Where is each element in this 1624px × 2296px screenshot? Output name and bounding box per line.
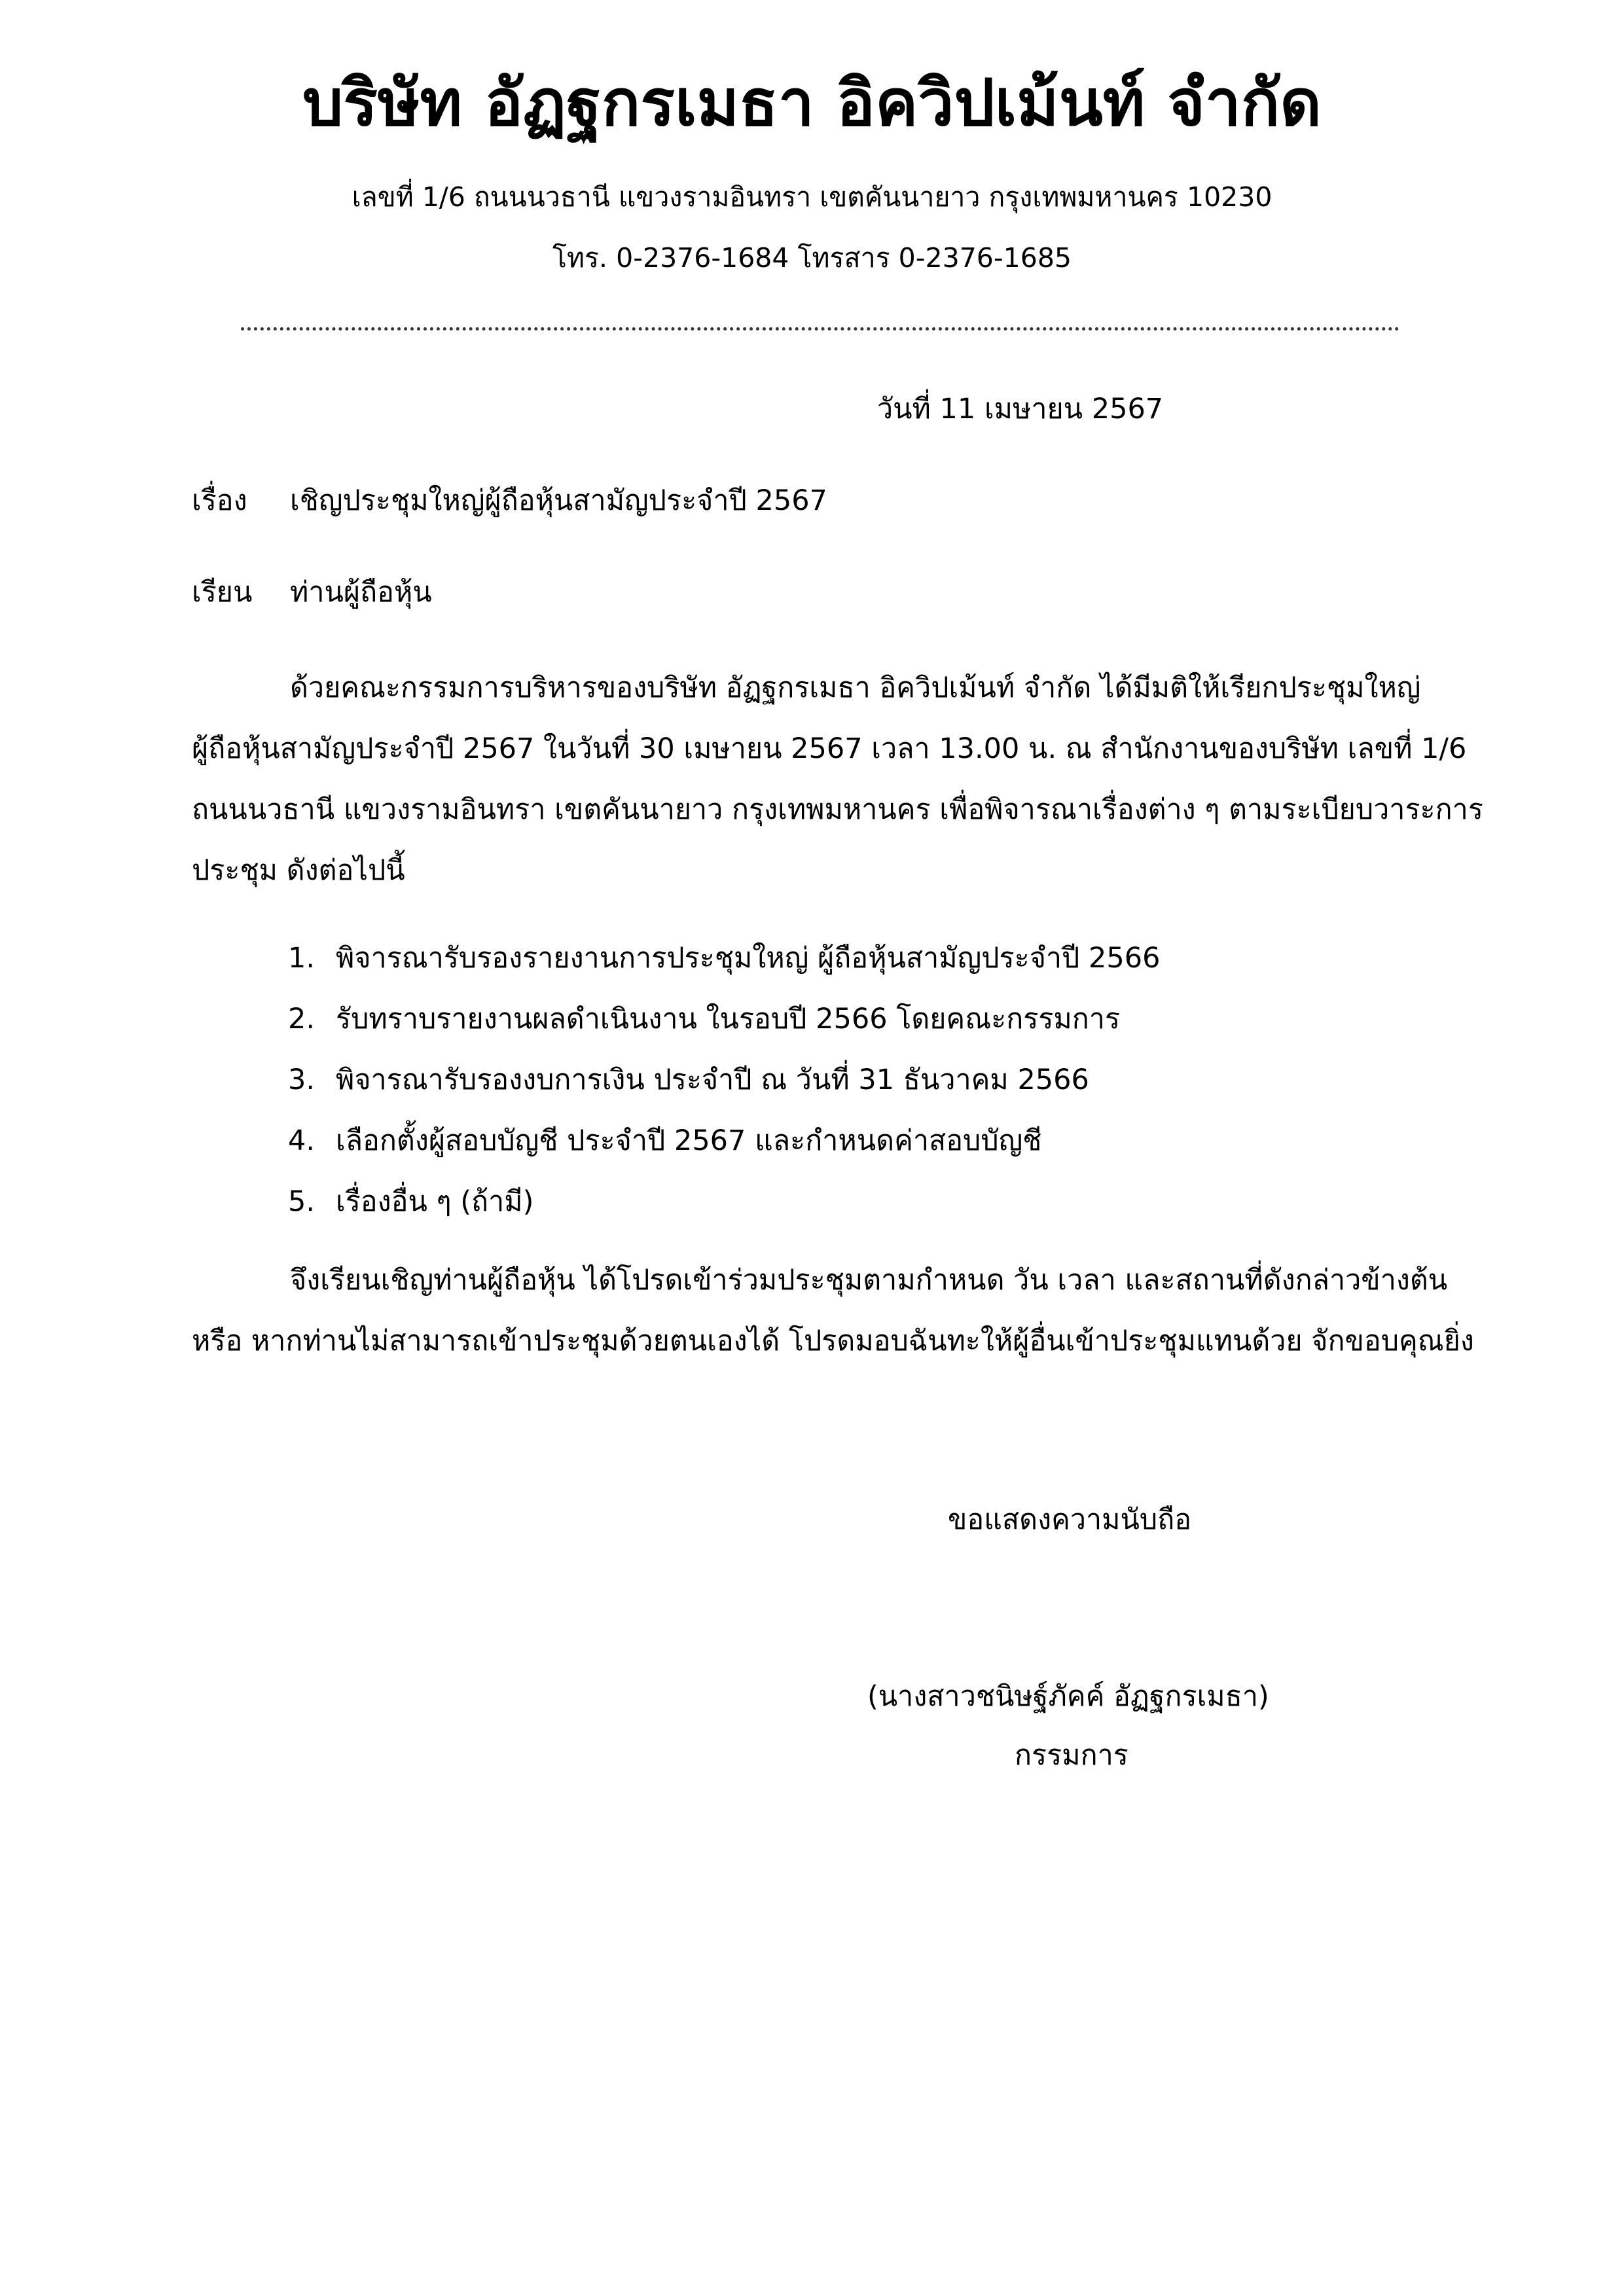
recipient-row [192,575,432,611]
agenda-text: เรื่องอื่น ๆ (ถ้ามี) [336,1185,534,1218]
subject-label: เรื่อง [192,484,247,517]
agenda-number: 1. [288,942,316,975]
paragraph-line: ประชุม ดังต่อไปนี้ [192,854,405,887]
signer-name: (นางสาวชนิษฐ์ภัคค์ อัฏฐกรเมธา) [867,1680,1269,1713]
company-address: เลขที่ 1/6 ถนนนวธานี แขวงรามอินทรา เขตคันนายาว กรุงเทพมหานคร 10230 [352,181,1272,213]
agenda-list [288,928,1160,1232]
body-paragraph-1 [192,658,1483,901]
paragraph-line: ถนนนวธานี แขวงรามอินทรา เขตคันนายาว กรุงเทพมหานคร เพื่อพิจารณาเรื่องต่าง ๆ ตามระเบียบวาระการ [192,793,1483,826]
recipient-label: เรียน [192,576,253,609]
agenda-item [288,928,1160,989]
signer-title: กรรมการ [1015,1739,1128,1772]
agenda-number: 2. [288,1003,316,1035]
agenda-text: เลือกตั้งผู้สอบบัญชี ประจำปี 2567 และกำหนดค่าสอบบัญชี [336,1124,1042,1157]
company-name: บริษัท อัฏฐกรเมธา อิควิปเม้นท์ จำกัด [302,66,1322,141]
agenda-number: 5. [288,1185,316,1218]
agenda-text: รับทราบรายงานผลดำเนินงาน ในรอบปี 2566 โดยคณะกรรมการ [336,1003,1121,1035]
subject-row [192,483,827,520]
paragraph-line: ด้วยคณะกรรมการบริหารของบริษัท อัฏฐกรเมธา อิควิปเม้นท์ จำกัด ได้มีมติให้เรียกประชุมใหญ่ [290,672,1421,704]
paragraph-line: ผู้ถือหุ้นสามัญประจำปี 2567 ในวันที่ 30 เมษายน 2567 เวลา 13.00 น. ณ สำนักงานของบริษัท เลขที่ 1/6 [192,732,1467,765]
paragraph-line: จึงเรียนเชิญท่านผู้ถือหุ้น ได้โปรดเข้าร่วมประชุมตามกำหนด วัน เวลา และสถานที่ดังกล่าวข้างต้น [290,1264,1448,1297]
body-paragraph-2 [192,1250,1474,1372]
agenda-number: 4. [288,1124,316,1157]
subject-text: เชิญประชุมใหญ่ผู้ถือหุ้นสามัญประจำปี 2567 [290,484,827,517]
closing-salutation: ขอแสดงความนับถือ [948,1503,1192,1536]
agenda-item [288,1172,1160,1232]
agenda-item [288,1050,1160,1111]
recipient-text: ท่านผู้ถือหุ้น [290,576,432,609]
letter-date: วันที่ 11 เมษายน 2567 [877,393,1164,425]
agenda-text: พิจารณารับรองรายงานการประชุมใหญ่ ผู้ถือหุ้นสามัญประจำปี 2566 [336,942,1161,975]
agenda-text: พิจารณารับรองงบการเงิน ประจำปี ณ วันที่ 31 ธันวาคม 2566 [336,1064,1089,1096]
company-phone: โทร. 0-2376-1684 โทรสาร 0-2376-1685 [552,242,1072,274]
agenda-item [288,1111,1160,1172]
paragraph-line: หรือ หากท่านไม่สามารถเข้าประชุมด้วยตนเองได้ โปรดมอบฉันทะให้ผู้อื่นเข้าประชุมแทนด้วย จักขอบคุณยิ่ง [192,1325,1474,1357]
dotted-divider [241,327,1399,331]
agenda-item [288,989,1160,1050]
agenda-number: 3. [288,1064,316,1096]
